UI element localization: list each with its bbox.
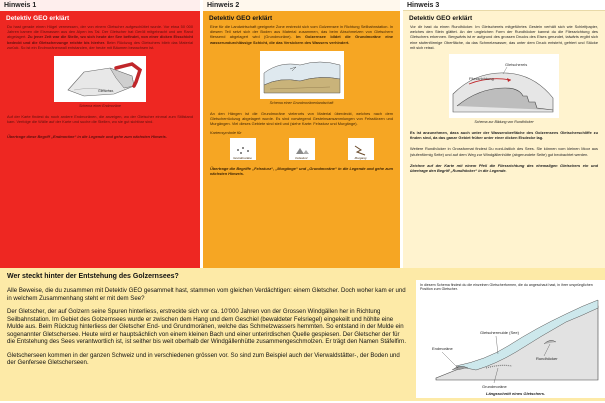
hint-header: Hinweis 2 [203,0,400,11]
symbol-label: Felssturz [295,155,308,160]
symbol-label: Grundmoräne [233,155,252,160]
endmoraene-illustration [54,56,146,102]
symbol-label: Murgang [354,155,367,160]
hint-task: Zeichne auf der Karte mit einem Pfeil die Fliessrichtung des ehemaligen Gletschers ein und übertrage den Begriff „Rundhöcker“ in die Legende. [410,162,598,174]
hint-text-bold: Im Golzernsee bildet die Grundmoräne eine wasserundurchlässige Schicht, die das Versickern des Wassers verhindert. [210,34,393,45]
hint-title: Detektiv GEO erklärt [6,15,70,22]
hint-text-part: Eine für die Landwirtschaft geeignete Zone erstreckt sich vom Golzernsee in Richtung Seilbahnstation. In diesem Teil setzt sich der Boden aus Material zusammen, das beim Abschmelzen von Gletschern fliessend abgelagert wird (Grundmoräne). [210,24,393,40]
hint-task: Übertrage die Begriffe „Felssturz“, „Murgänge“ und „Grundmoräne“ in die Legende und gehe zum nächsten Hinweis. [210,165,393,176]
hint-text-2: An den Hängen ist die Grundmoräne vielerorts von Material überdeckt, welches nach dem Gletscherrückzug abgelagert wurde. Es sind vorwiegend Gesteinsansammlungen von Felsstürzen und Murgängen. Viel dieses Gebiete sind steil und (siehe Karte: Felssturz und Murgänge). [210,110,393,127]
hint-panel-3 [403,0,605,268]
summary-title: Wer steckt hinter der Entstehung des Golzernsees? [7,273,179,280]
map-symbols [203,136,400,162]
grundmoraene-icon [233,144,253,156]
hint-task: Übertrage diese Begriff „Endmoräne“ in die Legende und gehe zum nächsten Hinweis. [7,134,167,140]
figure-label: Fliessrichtung [469,76,494,82]
rundhoecker-illustration [449,54,559,118]
hint-text-2: Auf der Karte findest du noch andere Endmoränen, die anzeigen, wo der Gletscher einmal zum Stillstand kam. Verfolge die Wälle auf der Karte und suche die Stellen, wo sie gut sichtbar sind. [7,114,193,125]
hint-header: Hinweis 1 [0,0,200,11]
grundmoraene-figure [260,51,344,99]
summary-paragraph: Alle Beweise, die du zusammen mit Detektiv GEO gesammelt hast, stammen vom gleichen Verdächtigen: einem Gletscher. Doch woher kam er und in welchem Zusammenhang steht er mit dem See? [7,287,406,302]
summary-paragraph: Gletscherseen kommen in der ganzen Schweiz und in verschiedenen grössen vor. So sind zum Beispiel auch der Vierwaldstätter-, der Boden und der Genfersee Gletscherseen. [7,351,400,367]
figure-label-grundmoraene: Grundmoräne [482,384,507,389]
hint-header: Hinweis 3 [403,0,605,11]
grundmoraene-illustration [260,51,344,99]
figure-caption: Schema einer Endmoräne [79,104,121,109]
murgang-symbol [348,138,374,160]
hint-text [0,24,200,50]
felssturz-symbol [289,138,315,160]
hint-text-3: Weitere Rundhöcker in Grossformat findest Du nord-östlich des Sees. Sie können vom kleinen Moor aus (stufenförmig Seite) und auf dem Weg zur Windgällenhütte (abgerundete Seite) gut beobachtet werden. [410,146,598,157]
glacier-longitudinal-section [416,280,605,398]
figure-label-rundhoecker: Rundhöcker [536,356,558,361]
hint-text-bold: Zu jener Zeit war die Stelle, wo sich heute der See befindet, von einer dicken Eisschicht bedeckt und die Gletscherzunge reichte bis hierher. [7,34,193,45]
figure-label-gletschermulde: Gletschermulde (See) [480,330,519,335]
hint-title: Detektiv GEO erklärt [409,15,473,22]
figure-label: Gletscher [98,89,113,94]
figure-intro: In diesem Schema findest du die einzelnen Gletscherformen, die du angeschaut hast, in ihrer ursprünglichen Position zum Gletscher. [420,283,593,292]
summary-paragraph: Der Gletscher, der auf Golzern seine Spuren hinterliess, erstreckte sich vor ca. 10'000 Jahren von der Grossen Windgällen her in Richtung Seilbahnstation. Im Gebiet des Golzernsees wurde er zwischen dem Hang und dem Geschiel (bewaldeter Felsriegel) eingekeilt und höhlte eine Mulde aus. Beim Rückzug hinterliess der Gletscher End- und Grundmoränen, welche das Schmelzwassers hemmten. So entstand in der Mulde ein sogenannter Gletschersee. Heute wird er hauptsächlich von einem kleinen Bach und einer unterirdischen Quelle gespiesen. Der Gletscher der für die Entstehung des Sees verantwortlich ist, ist seither bis weit oberhalb der Windgällenhütte zusammengeschmolzen. Er trägt den Namen Stäfelfirn. [7,308,407,346]
hint-title: Detektiv GEO erklärt [209,15,273,22]
hint-text-bold: Es ist anzunehmen, dass auch unter der Wasseroberfläche des Golzernsees Gletscherschliffe zu finden sind, da das ganze Gebiet früher unter einer dicken Eisdecke lag. [410,130,598,141]
figure-caption: Längsschnitt eines Gletschers. [486,391,546,396]
murgang-icon [351,144,371,156]
summary-section [0,268,605,401]
hint-text-part: Beim Rückzug des Gletschers blieb das Material zurück. So ist ein Endmoränenwall entstanden, der heute mit Bäumen bewachsen ist. [7,39,193,50]
hint-panel-2 [203,0,400,268]
hint-panel-1 [0,0,200,268]
hint-text-part: Du hast gerade einen Hügel vermessen, der von einem Gletscher aufgeschüttet wurde. Vor etwa 50 000 Jahren kamen die Eismassen aus den Alpen ins Tal. Der Gletscher hat Geröll mitgebracht und am Rand abgelagert. [7,24,193,40]
figure-label-endmoraene: Endmoräne [432,346,453,351]
summary-text [7,287,407,373]
figure-label: Gletschereis [505,62,528,68]
figure-caption: Schema zur Bildung von Rundhöcker [474,120,534,125]
legend-title: Kartensymbole für [210,130,242,136]
figure-caption: Schema einer Grundmoränenlandschaft [269,100,334,105]
glacier-section-figure [416,280,605,398]
grundmoraene-symbol [230,138,256,160]
rundhoecker-figure [449,54,559,118]
felssturz-icon [292,144,312,156]
hint-text [203,24,400,45]
hint-text: Vor dir hast du einen Rundhöcker. Im Gletschereis mitgeführtes Gestein verhält sich wie Schleifpapier, welches den Stein glättet. An der ungleichen Form der Rundhöcker kannst du die Fliessrichtung des Gletschers erkennen. Bergwärts ist er aufgrund des grossen Drucks des Eises gerundet, talwärts ergibt sich eine stufenförmige Oberfläche, da das Schmelzwasser, das unter dem Druck entsteht, gefriert und Stücke mit sich reisst. [410,24,598,50]
endmoraene-figure [54,56,146,102]
